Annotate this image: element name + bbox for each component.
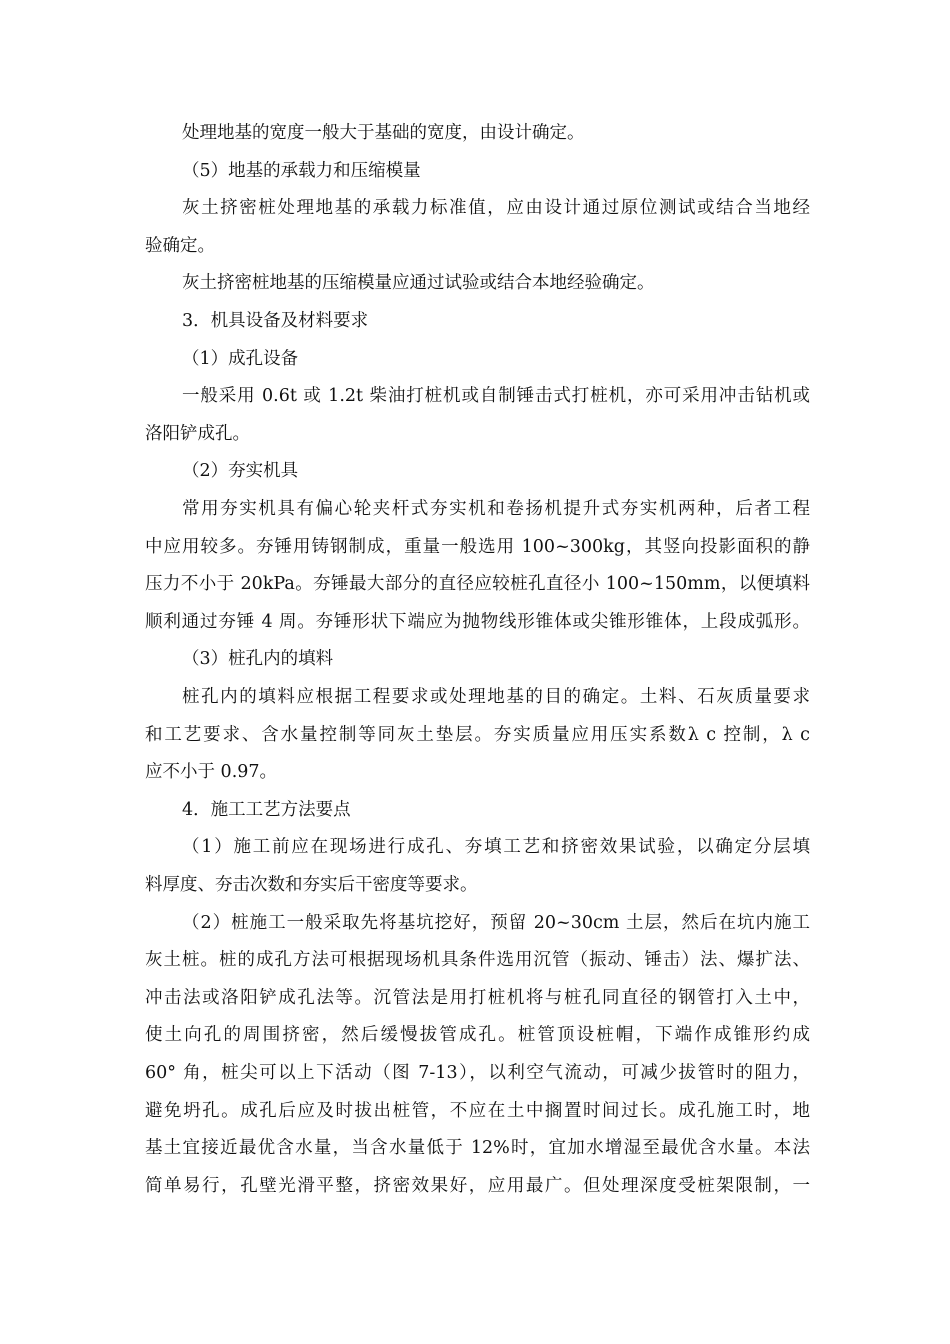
text-line: 应不小于 0.97。 — [145, 762, 278, 783]
text-line: 桩孔内的填料应根据工程要求或处理地基的目的确定。土料、石灰质量要求 — [182, 687, 810, 707]
text-line: （2）桩施工一般采取先将基坑挖好，预留 20~30cm 土层，然后在坑内施工 — [182, 912, 810, 933]
text-line: 灰土桩。桩的成孔方法可根据现场机具条件选用沉管（振动、锤击）法、爆扩法、 — [145, 950, 810, 971]
text-line: 压力不小于 20kPa。夯锤最大部分的直径应较桩孔直径小 100~150mm，以便填料 — [145, 574, 810, 595]
text-line: 一般采用 0.6t 或 1.2t 柴油打桩机或自制锤击式打桩机，亦可采用冲击钻机或 — [182, 386, 810, 407]
text-line: 洛阳铲成孔。 — [145, 423, 250, 444]
text-line: （1）施工前应在现场进行成孔、夯填工艺和挤密效果试验，以确定分层填 — [182, 837, 810, 858]
text-line: 处理地基的宽度一般大于基础的宽度，由设计确定。 — [182, 123, 585, 143]
text-line: （1）成孔设备 — [182, 348, 299, 369]
text-line: 基土宜接近最优含水量，当含水量低于 12%时，宜加水增湿至最优含水量。本法 — [145, 1138, 810, 1159]
text-line: （3）桩孔内的填料 — [182, 649, 334, 670]
text-line: 中应用较多。夯锤用铸钢制成，重量一般选用 100~300kg，其竖向投影面积的静 — [145, 536, 810, 557]
text-line: 验确定。 — [145, 235, 215, 256]
text-line: （2）夯实机具 — [182, 461, 299, 482]
text-line: 顺利通过夯锤 4 周。夯锤形状下端应为抛物线形锥体或尖锥形锥体，上段成弧形。 — [145, 611, 810, 632]
text-line: 3．机具设备及材料要求 — [182, 311, 369, 331]
text-line: 料厚度、夯击次数和夯实后干密度等要求。 — [145, 875, 478, 895]
text-line: 避免坍孔。成孔后应及时拔出桩管，不应在土中搁置时间过长。成孔施工时，地 — [145, 1100, 810, 1121]
text-line: 使土向孔的周围挤密，然后缓慢拔管成孔。桩管顶设桩帽，下端作成锥形约成 — [145, 1025, 810, 1046]
text-line: 60° 角，桩尖可以上下活动（图 7-13），以利空气流动，可减少拔管时的阻力， — [145, 1063, 810, 1083]
text-line: 常用夯实机具有偏心轮夹杆式夯实机和卷扬机提升式夯实机两种，后者工程 — [182, 499, 810, 519]
text-line: 冲击法或洛阳铲成孔法等。沉管法是用打桩机将与桩孔同直径的钢管打入土中， — [145, 987, 810, 1008]
text-line: （5）地基的承载力和压缩模量 — [182, 160, 421, 181]
text-line: 4．施工工艺方法要点 — [182, 799, 351, 820]
text-line: 灰土挤密桩处理地基的承载力标准值，应由设计通过原位测试或结合当地经 — [182, 198, 810, 219]
text-line: 和工艺要求、含水量控制等同灰土垫层。夯实质量应用压实系数λ c 控制，λ c — [145, 724, 810, 745]
text-line: 灰土挤密桩地基的压缩模量应通过试验或结合本地经验确定。 — [182, 273, 655, 294]
text-line: 简单易行，孔壁光滑平整，挤密效果好，应用最广。但处理深度受桩架限制，一 — [145, 1175, 810, 1196]
